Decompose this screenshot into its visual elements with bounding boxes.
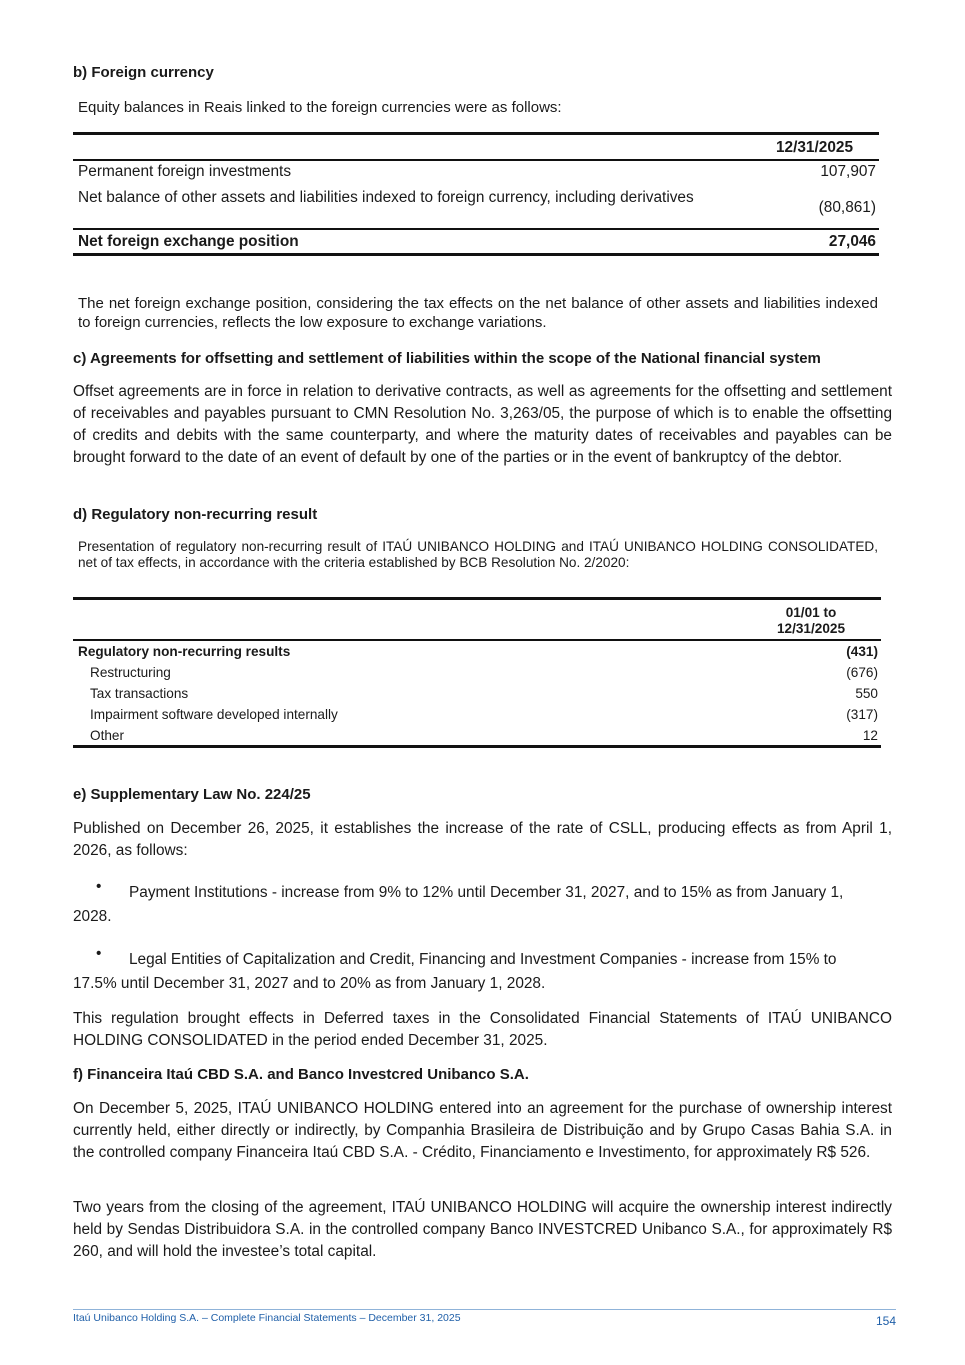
table-row-value: (676) — [846, 665, 878, 680]
table-row-label: Restructuring — [90, 665, 171, 680]
bullet-line-continued: 2028. — [73, 908, 112, 925]
table-total-value: (431) — [846, 644, 878, 659]
section-c-body: Offset agreements are in force in relation to derivative contracts, as well as agreements for the offsetting and settlement of receivables and payables pursuant to CMN Resolution No. 3,263/05, the purpose of which is to enable the offsetting of credits and debits with the same counterparty, and where the maturity dates of receivables and payables can be brought forward to the date of an event of default by one of the parties or in the event of bankruptcy of the debtor. — [73, 383, 892, 466]
table-row-value: 107,907 — [820, 163, 876, 180]
table-row-label: Net balance of other assets and liabilities indexed to foreign currency, including derivatives — [78, 189, 694, 206]
section-e-title: e) Supplementary Law No. 224/25 — [73, 786, 311, 803]
bullet-line: Payment Institutions - increase from 9% to 12% until December 31, 2027, and to 15% as from January 1, — [129, 884, 844, 901]
bullet-line: Legal Entities of Capitalization and Credit, Financing and Investment Companies - increase from 15% to — [129, 951, 837, 968]
section-f-paragraph: On December 5, 2025, ITAÚ UNIBANCO HOLDING entered into an agreement for the purchase of ownership interest currently held, either directly or indirectly, by Companhia Brasileira de Distribuição and by Grupo Casas Bahia S.A. in the controlled company Financeira Itaú CBD S.A. - Crédito, Financiamento e Investimento, for approximately R$ 526. — [73, 1100, 892, 1161]
table-total-value: 27,046 — [828, 233, 876, 250]
non-recurring-table — [73, 597, 881, 749]
section-b-intro: Equity balances in Reais linked to the foreign currencies were as follows: — [78, 99, 562, 116]
table-row-value: (80,861) — [818, 199, 876, 216]
table-column-header: 12/31/2025 — [775, 139, 853, 156]
table-row-value: (317) — [846, 707, 878, 722]
section-f-paragraph: Two years from the closing of the agreement, ITAÚ UNIBANCO HOLDING will acquire the ownership interest indirectly held by Sendas Distribuidora S.A. in the controlled company Banco INVESTCRED Unibanco S.A., for approximately R$ 260, and will hold the investee’s total capital. — [73, 1199, 892, 1260]
section-b-note: The net foreign exchange position, considering the tax effects on the net balance of other assets and liabilities indexed to foreign currencies, reflects the low exposure to exchange variations. — [78, 295, 878, 331]
section-c-title: c) Agreements for offsetting and settlement of liabilities within the scope of the National financial system — [73, 350, 821, 367]
page-number: 154 — [875, 1314, 896, 1328]
table-row-value: 12 — [862, 728, 878, 743]
foreign-currency-table — [73, 132, 879, 256]
section-d-title: d) Regulatory non-recurring result — [73, 506, 318, 523]
section-d-intro: Presentation of regulatory non-recurring result of ITAÚ UNIBANCO HOLDING and ITAÚ UNIBANCO HOLDING CONSOLIDATED, net of tax effects, in accordance with the criteria established by BCB Resolution No. 2/2020: — [78, 539, 878, 570]
bullet-icon: • — [96, 878, 102, 895]
section-b-title: b) Foreign currency — [73, 64, 214, 81]
table-row-label: Permanent foreign investments — [78, 163, 292, 180]
bullet-icon: • — [96, 945, 102, 962]
table-total-label: Net foreign exchange position — [78, 233, 299, 250]
bullet-line-continued: 17.5% until December 31, 2027 and to 20% as from January 1, 2028. — [73, 975, 546, 992]
footer-text: Itaú Unibanco Holding S.A. – Complete Financial Statements – December 31, 2025 — [73, 1312, 461, 1324]
table-row-label: Tax transactions — [90, 686, 189, 701]
section-e-closing: This regulation brought effects in Deferred taxes in the Consolidated Financial Statements of ITAÚ UNIBANCO HOLDING CONSOLIDATED in the period ended December 31, 2025. — [73, 1010, 892, 1049]
table-row-label: Other — [90, 728, 124, 743]
section-f-title: f) Financeira Itaú CBD S.A. and Banco Investcred Unibanco S.A. — [73, 1066, 529, 1083]
table-column-header: 01/01 to 12/31/2025 — [776, 605, 846, 636]
table-total-label: Regulatory non-recurring results — [78, 644, 291, 659]
table-row-value: 550 — [855, 686, 878, 701]
table-row-label: Impairment software developed internally — [90, 707, 338, 722]
footer-divider — [73, 1309, 896, 1310]
section-e-intro: Published on December 26, 2025, it establishes the increase of the rate of CSLL, producing effects as from April 1, 2026, as follows: — [73, 820, 892, 859]
